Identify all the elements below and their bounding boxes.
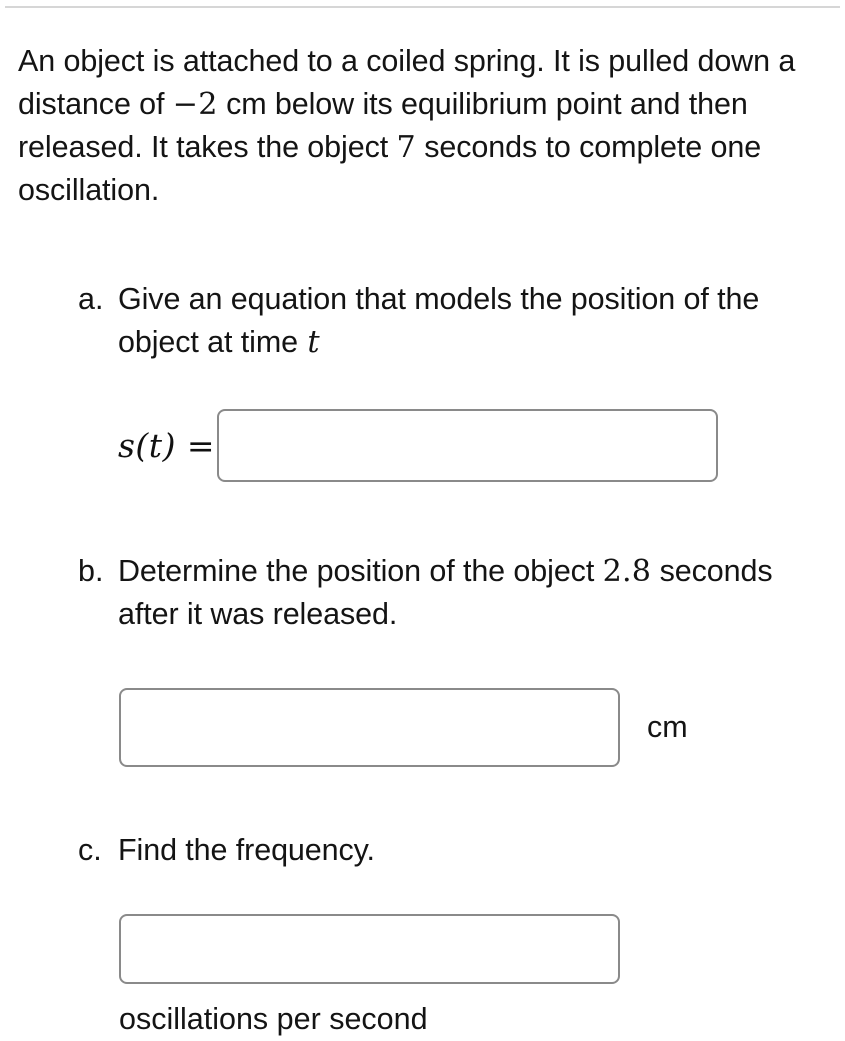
part-c xyxy=(78,829,827,872)
part-a xyxy=(78,278,827,364)
part-a-variable-t: t xyxy=(307,325,320,360)
part-a-answer-row xyxy=(118,409,845,482)
part-b-marker: b. xyxy=(78,554,104,588)
part-a-equation-label: s(t) = xyxy=(118,426,216,465)
part-b-answer-input[interactable] xyxy=(119,688,620,767)
statement-math-displacement: −2 xyxy=(172,87,218,122)
part-c-unit-label: oscillations per second xyxy=(119,1002,428,1036)
statement-text-1: An object is attached to a coiled spring. It is pulled down a distance of xyxy=(18,44,796,121)
part-b-unit-label: cm xyxy=(647,710,688,744)
part-a-prompt: Give an equation that models the position of the object at time xyxy=(118,282,760,359)
part-b-math-time: 2.8 xyxy=(602,554,652,589)
part-c-answer-input[interactable] xyxy=(119,914,620,984)
top-divider xyxy=(5,6,840,8)
problem-statement xyxy=(18,40,813,212)
problem-content xyxy=(0,40,845,1041)
part-a-answer-input[interactable] xyxy=(217,409,718,482)
part-b-prompt-after: seconds after it was released. xyxy=(118,554,773,631)
part-a-text xyxy=(118,278,818,364)
part-c-answer-row xyxy=(119,914,845,1041)
part-b-prompt-before: Determine the position of the object xyxy=(118,554,603,588)
part-c-text: Find the frequency. xyxy=(118,833,375,867)
part-a-marker: a. xyxy=(78,282,104,316)
statement-text-2: cm below its equilibrium point and then released. It takes the object xyxy=(18,87,748,164)
statement-math-period: 7 xyxy=(396,130,416,165)
problem-parts-list xyxy=(0,278,845,1041)
part-b xyxy=(78,550,827,636)
part-c-marker: c. xyxy=(78,833,102,867)
part-b-answer-row xyxy=(119,688,845,767)
statement-text-3: seconds to complete one oscillation. xyxy=(18,130,762,207)
part-b-text xyxy=(118,550,818,636)
